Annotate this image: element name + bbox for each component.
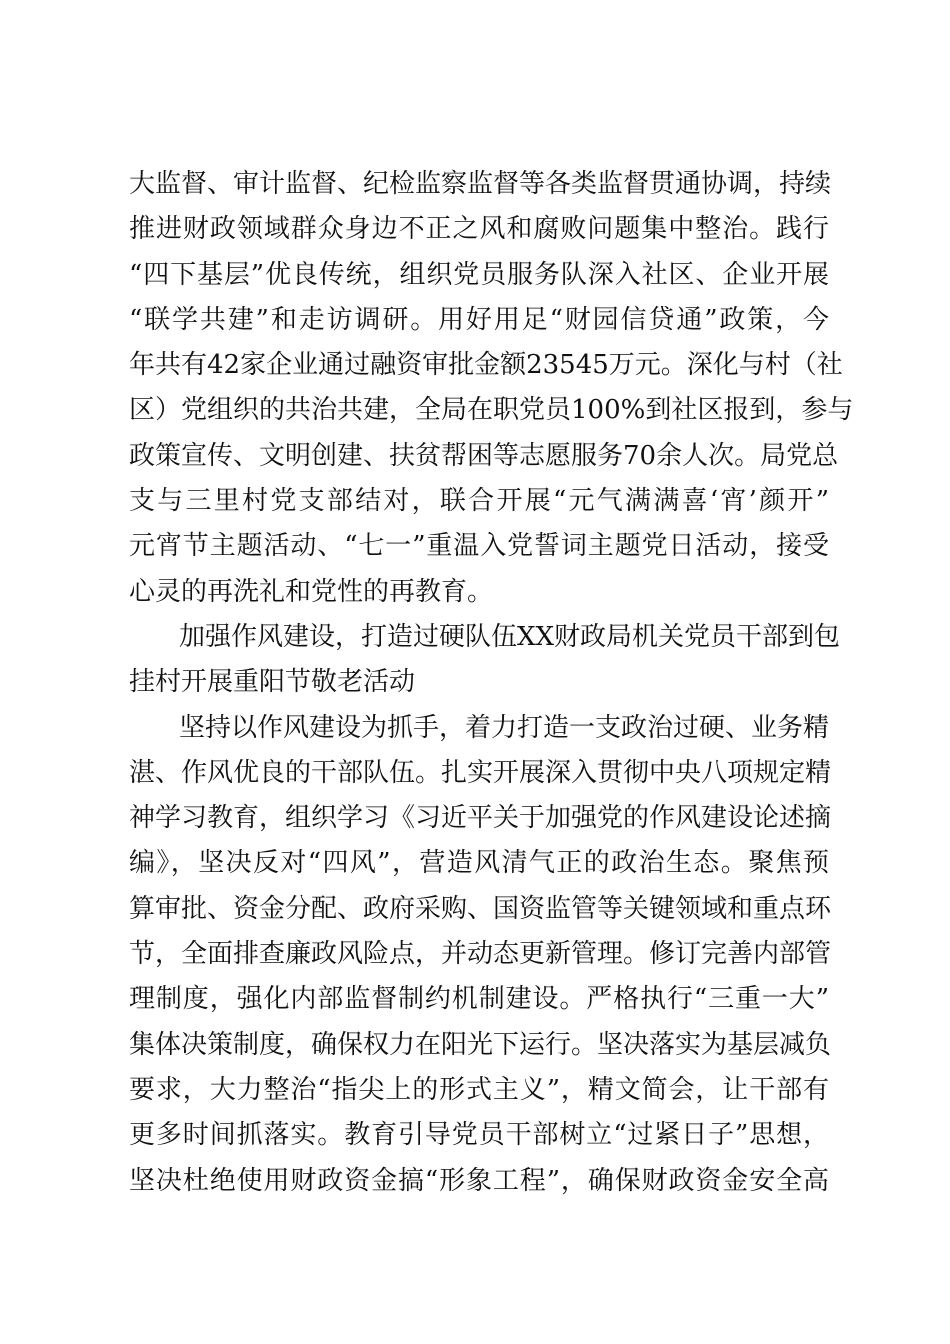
text-line: 推进财政领域群众身边不正之风和腐败问题集中整治。践行 (129, 214, 829, 245)
text-line: 节，全面排查廉政风险点，并动态更新管理。修订完善内部管 (129, 939, 832, 970)
text-line: “联学共建”和走访调研。用好用足“财园信贷通”政策，今 (129, 304, 829, 335)
document-body (129, 162, 854, 1204)
text-line: 区）党组织的共治共建，全局在职党员100%到社区报到，参与 (129, 395, 854, 426)
text-line: 年共有42家企业通过融资审批金额23545万元。深化与村（社 (129, 350, 843, 381)
text-line: 理制度，强化内部监督制约机制建设。严格执行“三重一大” (129, 984, 829, 1015)
text-line: 算审批、资金分配、政府采购、国资监管等关键领域和重点环 (129, 893, 832, 924)
text-line: 挂村开展重阳节敬老活动 (129, 667, 416, 698)
paragraph-work-style (129, 706, 832, 1204)
text-line: 要求，大力整治“指尖上的形式主义”，精文简会，让干部有 (129, 1074, 829, 1105)
text-line: 神学习教育，组织学习《习近平关于加强党的作风建设论述摘 (129, 803, 832, 834)
text-line: “四下基层”优良传统，组织党员服务队深入社区、企业开展 (129, 259, 829, 290)
text-line: 更多时间抓落实。教育引导党员干部树立“过紧日子”思想， (129, 1120, 829, 1151)
text-line: 大监督、审计监督、纪检监察监督等各类监督贯通协调，持续 (129, 169, 832, 199)
text-line: 加强作风建设，打造过硬队伍XX财政局机关党员干部到包 (179, 621, 841, 652)
text-line: 支与三里村党支部结对，联合开展“元气满满喜‘宵’颜开” (129, 486, 829, 517)
text-line: 坚决杜绝使用财政资金搞“形象工程”，确保财政资金安全高 (129, 1165, 829, 1196)
paragraph-supervision (129, 162, 854, 615)
text-line: 心灵的再洗礼和党性的再教育。 (129, 576, 494, 607)
paragraph-heading-style (129, 615, 841, 706)
text-line: 湛、作风优良的干部队伍。扎实开展深入贯彻中央八项规定精 (129, 757, 832, 788)
text-line: 编》，坚决反对“四风”，营造风清气正的政治生态。聚焦预 (129, 848, 829, 879)
text-line: 元宵节主题活动、“七一”重温入党誓词主题党日活动，接受 (129, 531, 829, 562)
text-line: 政策宣传、文明创建、扶贫帮困等志愿服务70余人次。局党总 (129, 440, 839, 471)
text-line: 集体决策制度，确保权力在阳光下运行。坚决落实为基层减负 (129, 1029, 832, 1060)
text-line: 坚持以作风建设为抓手，着力打造一支政治过硬、业务精 (179, 712, 830, 743)
